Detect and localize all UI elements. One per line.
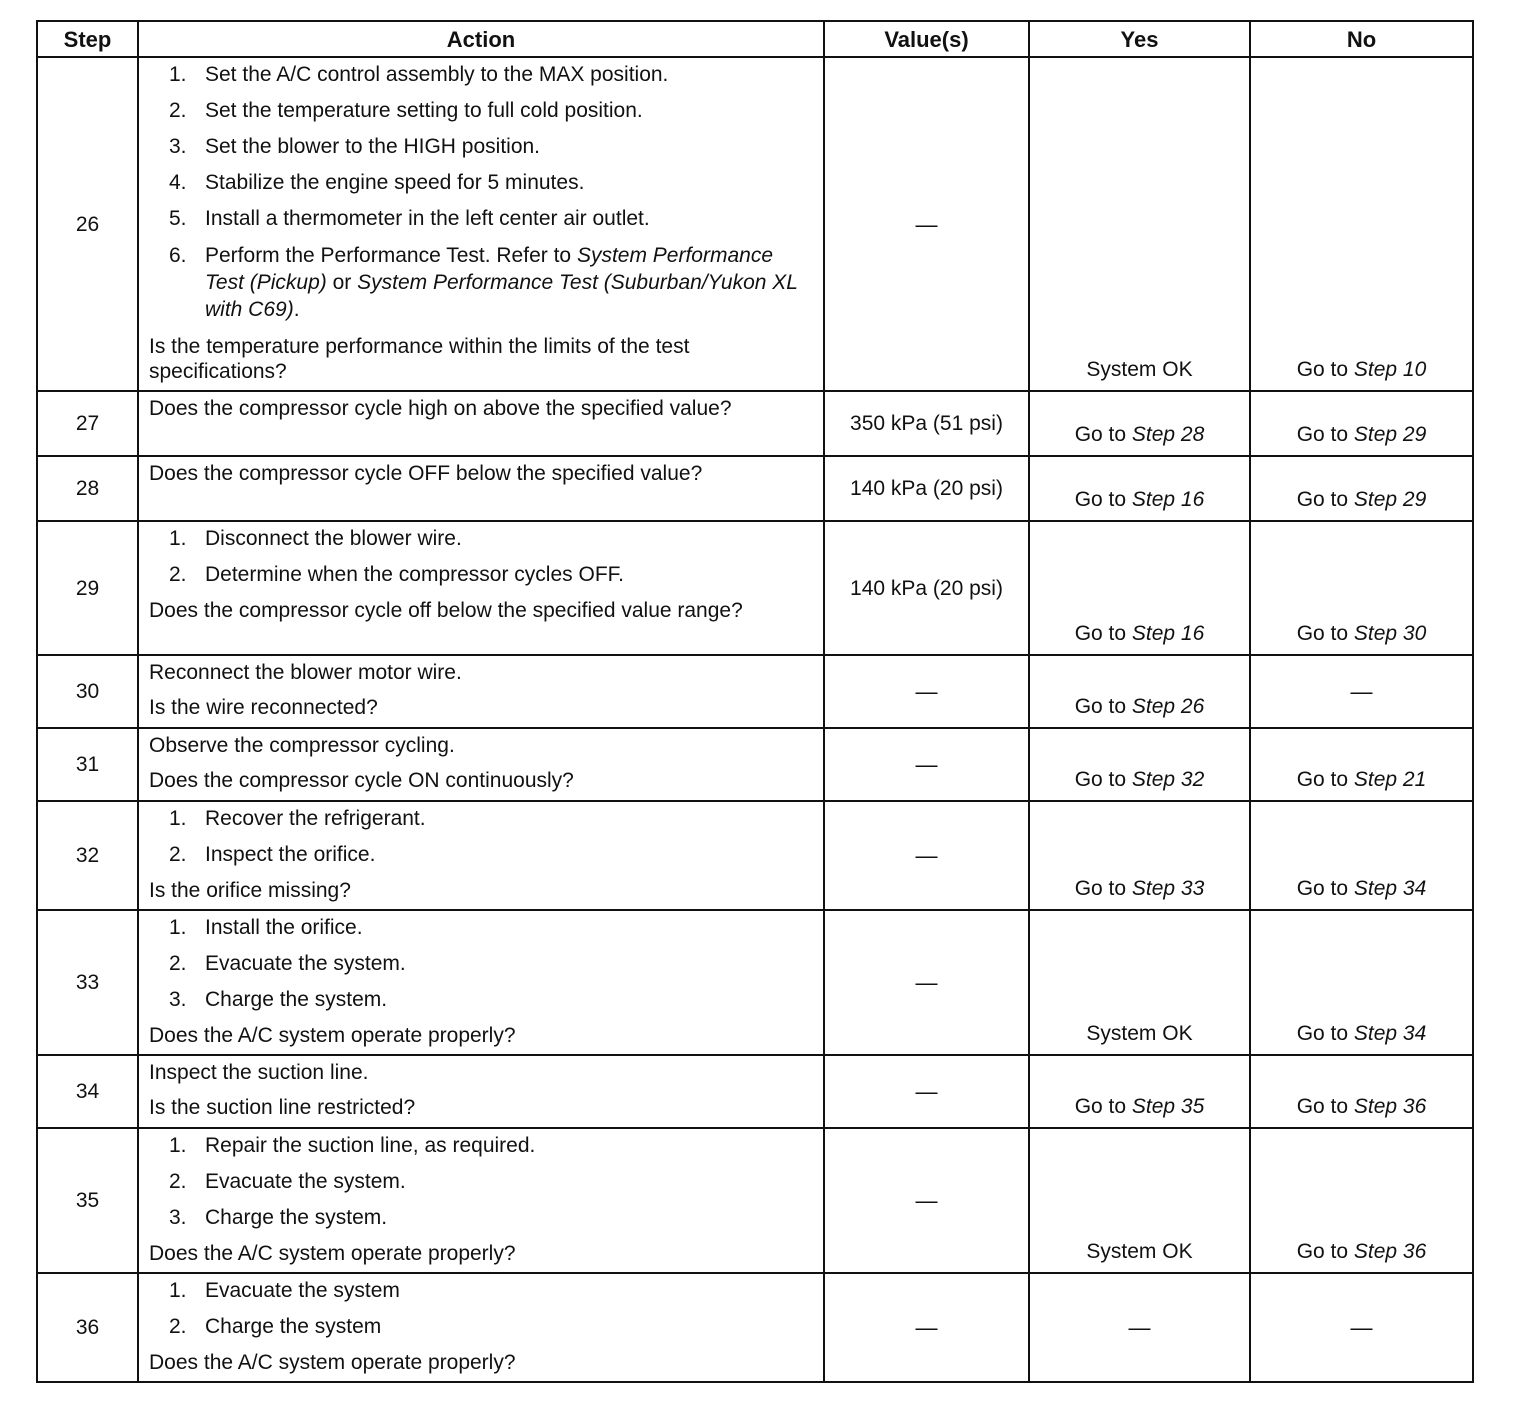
item-number: 6. xyxy=(169,244,187,267)
diagnostic-table xyxy=(36,20,1474,1383)
item-number: 1. xyxy=(169,1134,187,1157)
no-cell xyxy=(1250,57,1473,391)
goto-prefix: Go to xyxy=(1296,768,1354,791)
goto-prefix: Go to xyxy=(1296,423,1354,446)
list-item xyxy=(169,1314,815,1339)
yes-cell xyxy=(1029,655,1250,728)
value-cell: — xyxy=(824,1273,1029,1382)
header-row xyxy=(37,21,1473,57)
goto-prefix: Go to xyxy=(1074,877,1132,900)
goto-prefix: Go to xyxy=(1074,423,1132,446)
list-item xyxy=(169,98,815,123)
no-cell: — xyxy=(1250,1273,1473,1382)
step-number: 28 xyxy=(37,456,138,521)
item-number: 1. xyxy=(169,807,187,830)
step-link[interactable]: Step 36 xyxy=(1353,1095,1427,1118)
item-text-suffix: . xyxy=(293,298,300,321)
item-text: Set the A/C control assembly to the MAX position. xyxy=(205,63,669,86)
item-text: Install the orifice. xyxy=(205,916,363,939)
no-cell xyxy=(1250,521,1473,655)
step-link[interactable]: Step 21 xyxy=(1353,768,1427,791)
value-cell: — xyxy=(824,1055,1029,1128)
item-number: 3. xyxy=(169,988,187,1011)
goto-prefix: Go to xyxy=(1296,1022,1354,1045)
action-text: Inspect the suction line. xyxy=(149,1061,369,1084)
step-number: 29 xyxy=(37,521,138,655)
item-number: 2. xyxy=(169,1170,187,1193)
action-cell xyxy=(138,1055,824,1128)
action-cell xyxy=(138,801,824,910)
yes-cell xyxy=(1029,456,1250,521)
item-text: Recover the refrigerant. xyxy=(205,807,426,830)
item-text: Inspect the orifice. xyxy=(205,843,376,866)
item-number: 1. xyxy=(169,527,187,550)
step-number: 35 xyxy=(37,1128,138,1273)
step-number: 31 xyxy=(37,728,138,801)
yes-cell: System OK xyxy=(1029,1128,1250,1273)
header-values: Value(s) xyxy=(824,21,1029,57)
step-link[interactable]: Step 36 xyxy=(1353,1240,1427,1263)
item-number: 2. xyxy=(169,1315,187,1338)
table-row xyxy=(37,521,1473,655)
reference-link[interactable]: System Performance Test (Suburban/Yukon XL with C69) xyxy=(205,271,798,321)
list-item xyxy=(169,62,815,87)
yes-cell xyxy=(1029,391,1250,456)
yes-cell xyxy=(1029,521,1250,655)
item-number: 3. xyxy=(169,135,187,158)
no-cell xyxy=(1250,910,1473,1055)
action-cell xyxy=(138,456,824,521)
goto-prefix: Go to xyxy=(1296,488,1354,511)
table-row xyxy=(37,1273,1473,1382)
item-number: 1. xyxy=(169,916,187,939)
item-number: 1. xyxy=(169,63,187,86)
question-text: Does the compressor cycle off below the specified value range? xyxy=(149,599,743,622)
list-item xyxy=(169,242,815,323)
item-text-prefix: Perform the Performance Test. Refer to xyxy=(205,244,577,267)
list-item xyxy=(169,170,815,195)
step-link[interactable]: Step 32 xyxy=(1131,768,1205,791)
question-text: Does the A/C system operate properly? xyxy=(149,1242,516,1265)
no-cell xyxy=(1250,1055,1473,1128)
goto-prefix: Go to xyxy=(1296,1240,1354,1263)
header-no: No xyxy=(1250,21,1473,57)
question-text: Is the wire reconnected? xyxy=(149,696,378,719)
step-number: 36 xyxy=(37,1273,138,1382)
item-text: Evacuate the system. xyxy=(205,952,406,975)
list-item xyxy=(169,562,815,587)
goto-prefix: Go to xyxy=(1074,622,1132,645)
header-yes: Yes xyxy=(1029,21,1250,57)
step-number: 32 xyxy=(37,801,138,910)
item-text: Disconnect the blower wire. xyxy=(205,527,462,550)
value-cell: 140 kPa (20 psi) xyxy=(824,521,1029,655)
step-number: 34 xyxy=(37,1055,138,1128)
action-cell xyxy=(138,57,824,391)
list-item xyxy=(169,1205,815,1230)
list-item xyxy=(169,842,815,867)
question-text: Does the compressor cycle OFF below the specified value? xyxy=(149,462,703,485)
step-link[interactable]: Step 16 xyxy=(1131,622,1205,645)
item-number: 2. xyxy=(169,843,187,866)
question-text: Does the compressor cycle ON continuously? xyxy=(149,769,574,792)
item-number: 3. xyxy=(169,1206,187,1229)
no-cell: — xyxy=(1250,655,1473,728)
table-row xyxy=(37,391,1473,456)
step-link[interactable]: Step 33 xyxy=(1131,877,1205,900)
action-cell xyxy=(138,391,824,456)
list-item xyxy=(169,526,815,551)
item-text: Set the temperature setting to full cold position. xyxy=(205,99,643,122)
list-item xyxy=(169,915,815,940)
table-row xyxy=(37,1055,1473,1128)
value-cell: — xyxy=(824,728,1029,801)
goto-prefix: Go to xyxy=(1296,1095,1354,1118)
no-cell xyxy=(1250,801,1473,910)
goto-prefix: Go to xyxy=(1074,1095,1132,1118)
step-link[interactable]: Step 29 xyxy=(1353,423,1427,446)
yes-cell: System OK xyxy=(1029,57,1250,391)
goto-prefix: Go to xyxy=(1296,358,1354,381)
goto-prefix: Go to xyxy=(1074,768,1132,791)
question-text: Does the A/C system operate properly? xyxy=(149,1351,516,1374)
goto-prefix: Go to xyxy=(1296,877,1354,900)
item-text: Repair the suction line, as required. xyxy=(205,1134,536,1157)
step-link[interactable]: Step 28 xyxy=(1131,423,1205,446)
list-item xyxy=(169,1278,815,1303)
goto-prefix: Go to xyxy=(1074,488,1132,511)
value-cell: — xyxy=(824,1128,1029,1273)
action-cell xyxy=(138,910,824,1055)
question-text: Is the suction line restricted? xyxy=(149,1096,416,1119)
table-row xyxy=(37,57,1473,391)
question-text: Is the temperature performance within the limits of the test specifications? xyxy=(149,335,690,383)
step-number: 30 xyxy=(37,655,138,728)
action-cell xyxy=(138,1128,824,1273)
action-cell xyxy=(138,728,824,801)
item-number: 1. xyxy=(169,1279,187,1302)
table-row xyxy=(37,456,1473,521)
item-text: Charge the system. xyxy=(205,988,388,1011)
table-row xyxy=(37,655,1473,728)
no-cell xyxy=(1250,391,1473,456)
step-link[interactable]: Step 10 xyxy=(1353,358,1427,381)
item-number: 5. xyxy=(169,207,187,230)
item-number: 2. xyxy=(169,99,187,122)
value-cell: — xyxy=(824,910,1029,1055)
reference-link[interactable]: System Performance Test (Pickup) xyxy=(205,244,774,294)
header-step: Step xyxy=(37,21,138,57)
step-number: 33 xyxy=(37,910,138,1055)
value-cell: 350 kPa (51 psi) xyxy=(824,391,1029,456)
goto-prefix: Go to xyxy=(1296,622,1354,645)
table-row xyxy=(37,1128,1473,1273)
header-action: Action xyxy=(138,21,824,57)
question-text: Does the compressor cycle high on above the specified value? xyxy=(149,397,732,420)
no-cell xyxy=(1250,728,1473,801)
item-text: Determine when the compressor cycles OFF. xyxy=(205,563,624,586)
item-number: 2. xyxy=(169,563,187,586)
list-item xyxy=(169,206,815,231)
value-cell: 140 kPa (20 psi) xyxy=(824,456,1029,521)
list-item xyxy=(169,951,815,976)
goto-prefix: Go to xyxy=(1074,695,1132,718)
list-item xyxy=(169,1169,815,1194)
no-cell xyxy=(1250,1128,1473,1273)
step-link[interactable]: Step 34 xyxy=(1353,877,1427,900)
step-link[interactable]: Step 26 xyxy=(1131,695,1205,718)
item-text: Stabilize the engine speed for 5 minutes. xyxy=(205,171,585,194)
list-item xyxy=(169,134,815,159)
step-link[interactable]: Step 35 xyxy=(1131,1095,1205,1118)
question-text: Is the orifice missing? xyxy=(149,879,351,902)
list-item xyxy=(169,1133,815,1158)
table-row xyxy=(37,801,1473,910)
table-row xyxy=(37,910,1473,1055)
yes-cell xyxy=(1029,801,1250,910)
step-link[interactable]: Step 29 xyxy=(1353,488,1427,511)
step-number: 26 xyxy=(37,57,138,391)
value-cell: — xyxy=(824,655,1029,728)
step-link[interactable]: Step 30 xyxy=(1353,622,1427,645)
list-item xyxy=(169,806,815,831)
item-text: Set the blower to the HIGH position. xyxy=(205,135,541,158)
yes-cell: — xyxy=(1029,1273,1250,1382)
item-text: Charge the system. xyxy=(205,1206,388,1229)
item-text xyxy=(205,242,815,323)
action-text: Observe the compressor cycling. xyxy=(149,734,455,757)
step-number: 27 xyxy=(37,391,138,456)
item-text: Evacuate the system xyxy=(205,1279,400,1302)
value-cell: — xyxy=(824,57,1029,391)
list-item xyxy=(169,987,815,1012)
value-cell: — xyxy=(824,801,1029,910)
yes-cell xyxy=(1029,728,1250,801)
item-text: Charge the system xyxy=(205,1315,382,1338)
action-cell xyxy=(138,1273,824,1382)
item-number: 4. xyxy=(169,171,187,194)
action-cell xyxy=(138,521,824,655)
item-number: 2. xyxy=(169,952,187,975)
yes-cell: System OK xyxy=(1029,910,1250,1055)
table-row xyxy=(37,728,1473,801)
item-text-mid: or xyxy=(326,271,358,294)
step-link[interactable]: Step 16 xyxy=(1131,488,1205,511)
item-text: Install a thermometer in the left center air outlet. xyxy=(205,207,650,230)
action-cell xyxy=(138,655,824,728)
item-text: Evacuate the system. xyxy=(205,1170,406,1193)
no-cell xyxy=(1250,456,1473,521)
yes-cell xyxy=(1029,1055,1250,1128)
question-text: Does the A/C system operate properly? xyxy=(149,1024,516,1047)
action-text: Reconnect the blower motor wire. xyxy=(149,661,462,684)
step-link[interactable]: Step 34 xyxy=(1353,1022,1427,1045)
